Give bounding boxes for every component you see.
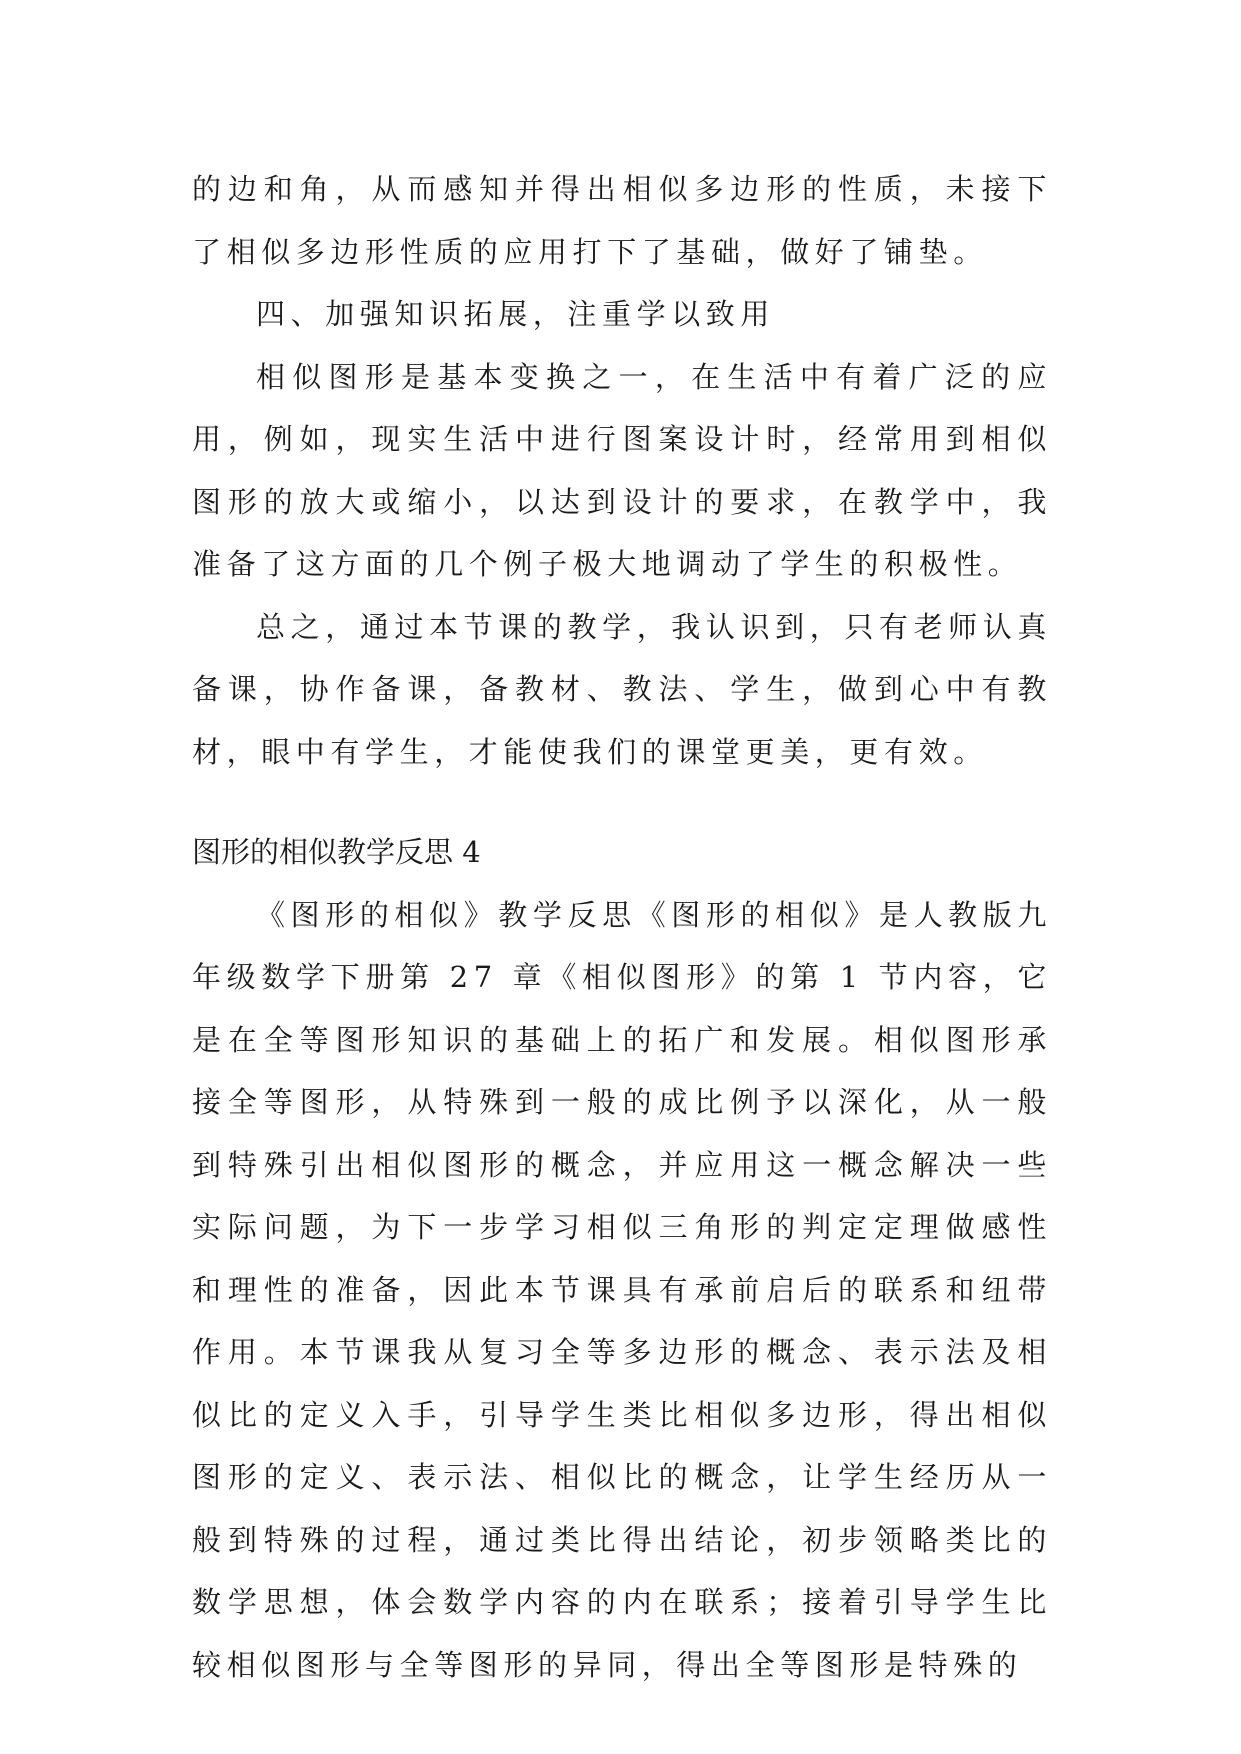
- section-heading: 图形的相似教学反思 4: [192, 835, 481, 869]
- paragraph-conclusion: 总之，通过本节课的教学，我认识到，只有老师认真备课，协作备课，备教材、教法、学生，做到心中有教材，眼中有学生，才能使我们的课堂更美，更有效。: [192, 609, 1052, 769]
- paragraph-continuation: 的边和角，从而感知并得出相似多边形的性质，未接下了相似多边形性质的应用打下了基础，做好了铺垫。: [192, 172, 1052, 269]
- paragraph-subheading-four: 四、加强知识拓展，注重学以致用: [256, 297, 776, 331]
- paragraph-reflection-four: 《图形的相似》教学反思《图形的相似》是人教版九年级数学下册第 27 章《相似图形》的第 1 节内容，它是在全等图形知识的基础上的拓广和发展。相似图形承接全等图形，从特殊到一般的成比例予以深化，从一般到特殊引出相似图形的概念，并应用这一概念解决一些实际问题，为下一步学习相似三角形的判定定理做感性和理性的准备，因此本节课具有承前启后的联系和纽带作用。本节课我从复习全等多边形的概念、表示法及相似比的定义入手，引导学生类比相似多边形，得出相似图形的定义、表示法、相似比的概念，让学生经历从一般到特殊的过程，通过类比得出结论，初步领略类比的数学思想，体会数学内容的内在联系；接着引导学生比较相似图形与全等图形的异同，得出全等图形是特殊的: [192, 897, 1052, 1682]
- document-body: [192, 158, 1052, 1696]
- paragraph-similar-figures-application: 相似图形是基本变换之一，在生活中有着广泛的应用，例如，现实生活中进行图案设计时，经常用到相似图形的放大或缩小，以达到设计的要求，在教学中，我准备了这方面的几个例子极大地调动了学生的积极性。: [192, 359, 1052, 581]
